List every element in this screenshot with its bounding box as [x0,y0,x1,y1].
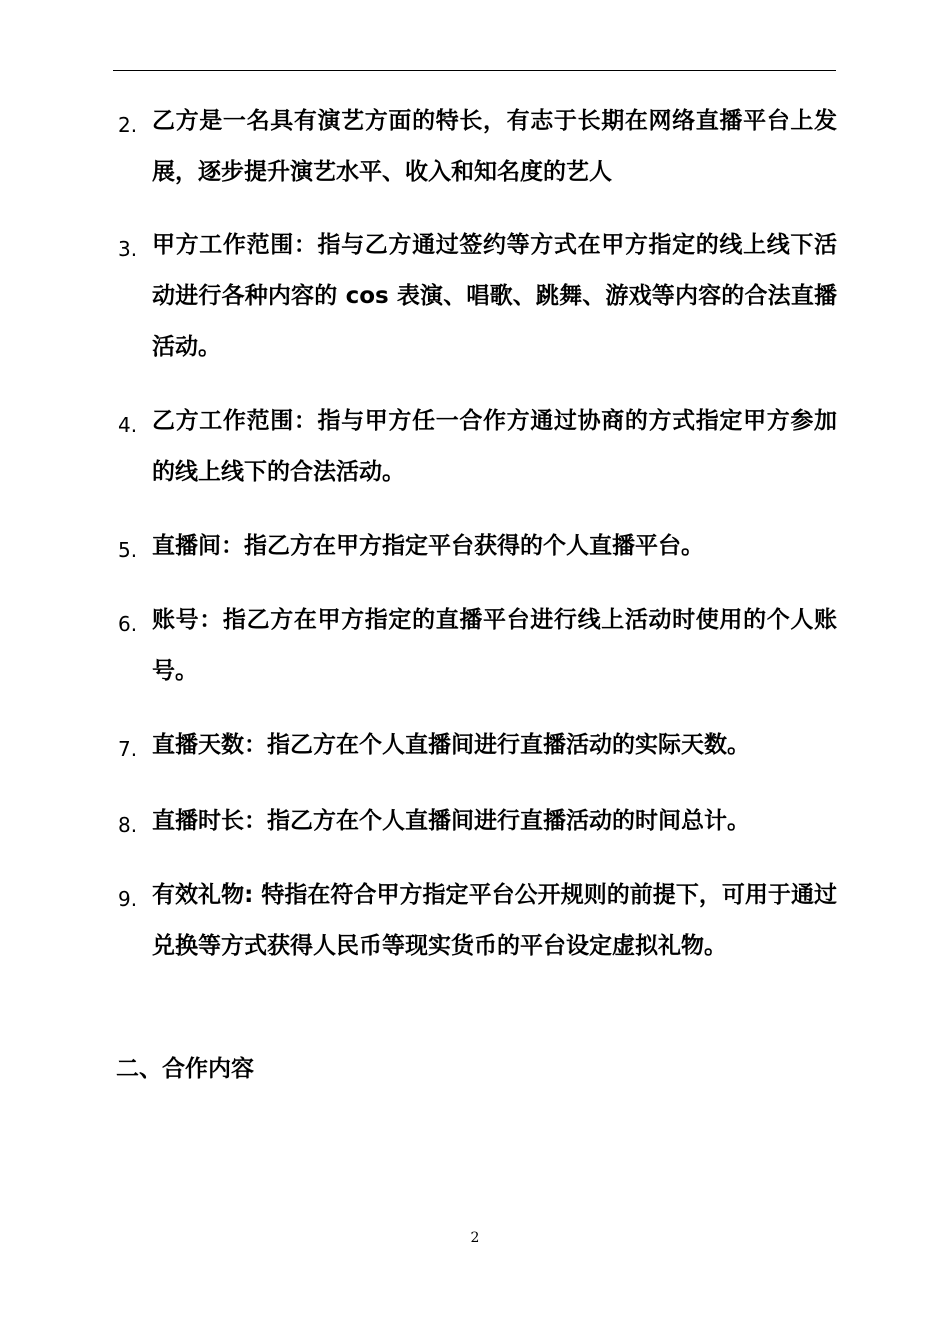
item-number: 6. [118,612,138,636]
item-text: 直播时长：指乙方在个人直播间进行直播活动的时间总计。 [152,808,750,834]
item-text: 有效礼物: 特指在符合甲方指定平台公开规则的前提下，可用于通过兑换等方式获得人民币等现实货币的平台设定虚拟礼物。 [152,882,837,959]
header-rule [113,70,836,71]
item-text: 直播天数：指乙方在个人直播间进行直播活动的实际天数。 [152,732,750,758]
item-number: 4. [118,413,138,437]
item-number: 7. [118,737,138,761]
item-text: 乙方是一名具有演艺方面的特长，有志于长期在网络直播平台上发展，逐步提升演艺水平、收入和知名度的艺人 [152,108,837,185]
item-number: 9. [118,887,138,911]
item-text: 乙方工作范围：指与甲方任一合作方通过协商的方式指定甲方参加的线上线下的合法活动。 [152,408,837,485]
item-number: 3. [118,237,138,261]
item-text: 直播间：指乙方在甲方指定平台获得的个人直播平台。 [152,533,704,559]
item-number: 8. [118,813,138,837]
section-heading: 二、合作内容 [116,1056,254,1082]
page-number: 2 [470,1230,480,1246]
item-number: 2. [118,113,138,137]
item-number: 5. [118,538,138,562]
item-text: 甲方工作范围：指与乙方通过签约等方式在甲方指定的线上线下活动进行各种内容的 cos 表演、唱歌、跳舞、游戏等内容的合法直播活动。 [152,232,837,360]
item-text: 账号：指乙方在甲方指定的直播平台进行线上活动时使用的个人账号。 [152,607,837,684]
